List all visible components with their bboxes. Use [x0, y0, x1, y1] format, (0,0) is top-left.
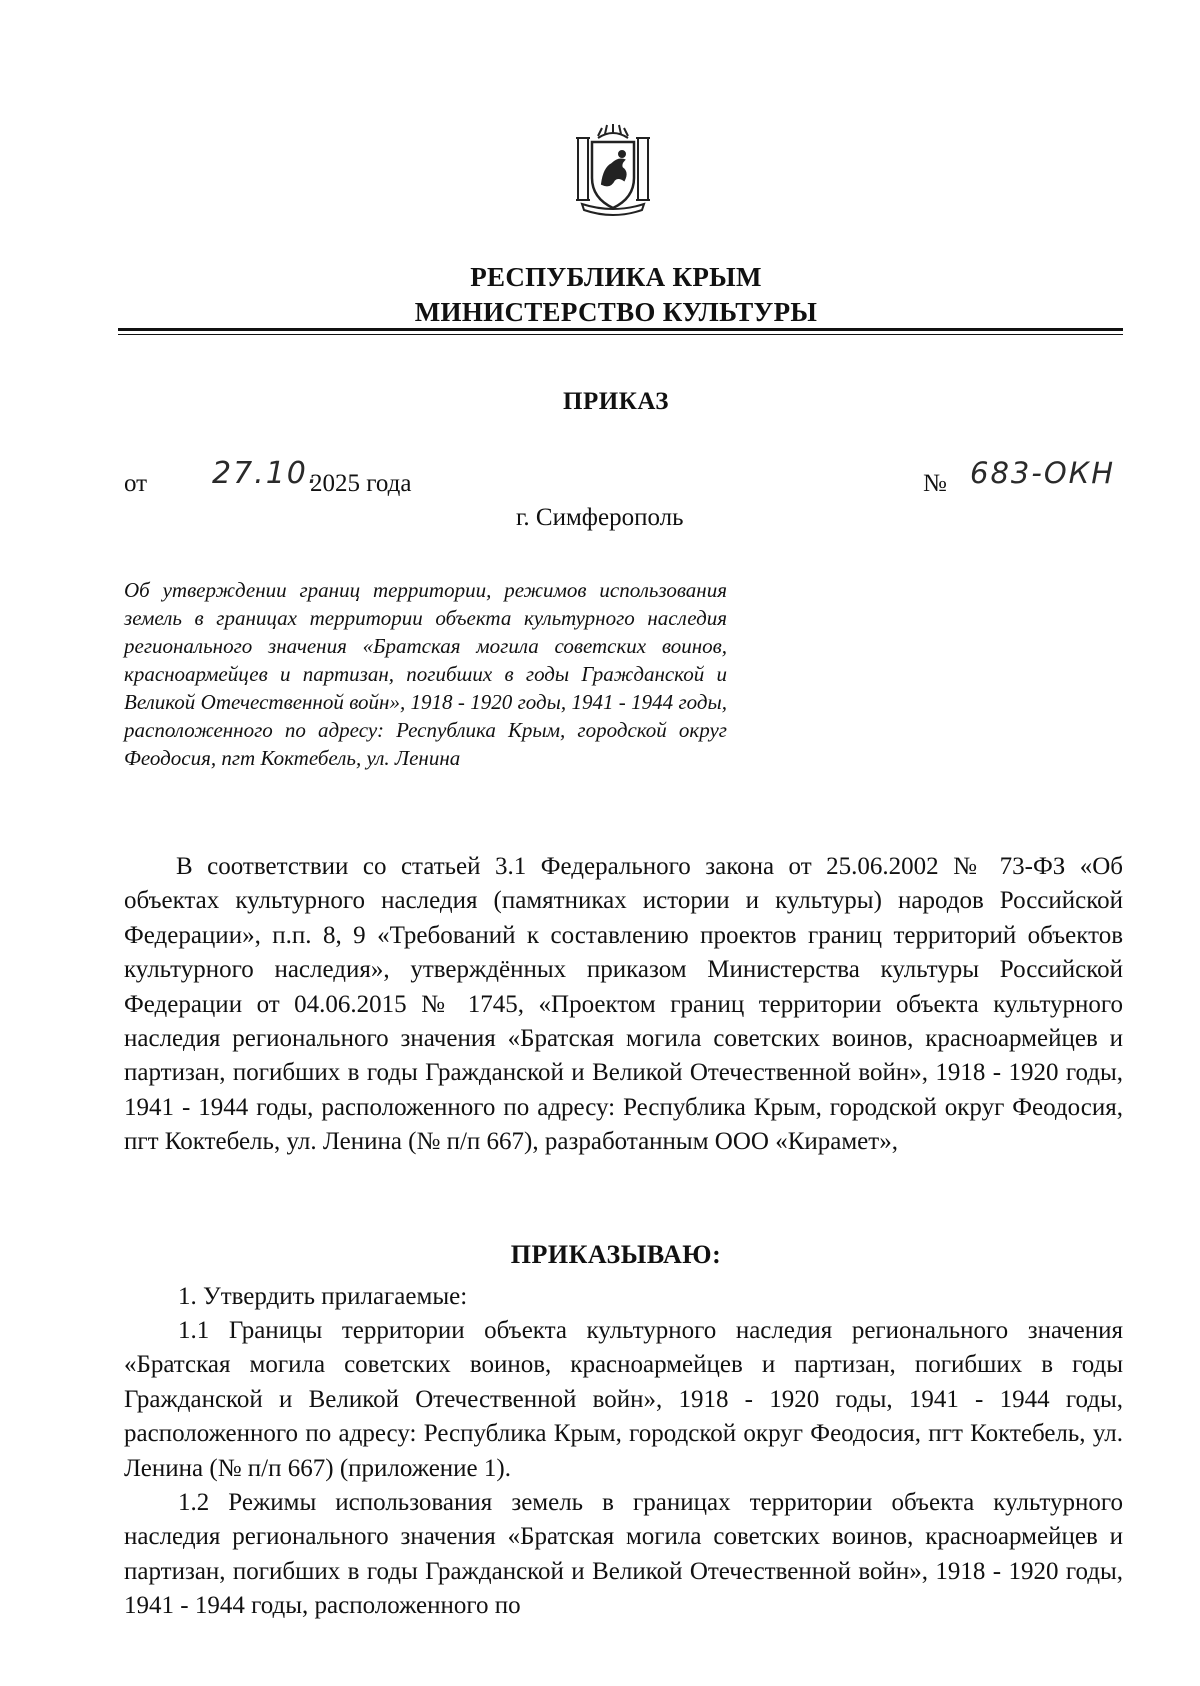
number-sign: № — [923, 470, 947, 497]
document-type: ПРИКАЗ — [563, 388, 669, 415]
order-word: ПРИКАЗЫВАЮ: — [510, 1240, 722, 1269]
handwritten-number: 683-ОКН — [970, 456, 1116, 490]
item-1: 1. Утвердить прилагаемые: — [178, 1283, 468, 1310]
preamble-paragraph: В соответствии со статьей 3.1 Федерального закона от 25.06.2002 № 73-ФЗ «Об объектах культурного наследия (памятниках истории и культуры) народов Российской Федерации», п.п. 8, 9 «Требований к составлению проектов границ территорий объектов культурного наследия», утверждённых приказом Министерства культуры Российской Федерации от 04.06.2015 № 1745, «Проектом границ территории объекта культурного наследия регионального значения «Братская могила советских воинов, красноармейцев и партизан, погибших в годы Гражданской и Великой Отечественной войн», 1918 - 1920 годы, 1941 - 1944 годы, расположенного по адресу: Республика Крым, городской округ Феодосия, пгт Коктебель, ул. Ленина (№ п/п 667), разработанным ООО «Кирамет», — [124, 853, 1123, 1156]
date-year: 2025 года — [310, 470, 412, 497]
item-1-2: 1.2 Режимы использования земель в границах территории объекта культурного наследия регионального значения «Братская могила советских воинов, красноармейцев и партизан, погибших в годы Гражданской и Великой Отечественной войн», 1918 - 1920 годы, 1941 - 1944 годы, расположенного по — [124, 1489, 1123, 1620]
coat-of-arms-icon — [568, 118, 658, 218]
header-republic: РЕСПУБЛИКА КРЫМ — [470, 262, 762, 292]
date-label: от — [124, 470, 148, 497]
header-divider-thick — [118, 328, 1123, 331]
item-1-1: 1.1 Границы территории объекта культурного наследия регионального значения «Братская могила советских воинов, красноармейцев и партизан, погибших в годы Гражданской и Великой Отечественной войн», 1918 - 1920 годы, 1941 - 1944 годы, расположенного по адресу: Республика Крым, городской округ Феодосия, пгт Коктебель, ул. Ленина (№ п/п 667) (приложение 1). — [124, 1317, 1123, 1482]
header-divider-thin — [118, 334, 1123, 335]
handwritten-date: 27.10. — [212, 456, 320, 491]
header-ministry: МИНИСТЕРСТВО КУЛЬТУРЫ — [414, 297, 818, 327]
order-subject: Об утверждении границ территории, режимов использования земель в границах территории объекта культурного наследия регионального значения «Братская могила советских воинов, красноармейцев и партизан, погибших в годы Гражданской и Великой Отечественной войн», 1918 - 1920 годы, 1941 - 1944 годы, расположенного по адресу: Республика Крым, городской округ Феодосия, пгт Коктебель, ул. Ленина — [124, 578, 727, 770]
city: г. Симферополь — [516, 504, 684, 531]
